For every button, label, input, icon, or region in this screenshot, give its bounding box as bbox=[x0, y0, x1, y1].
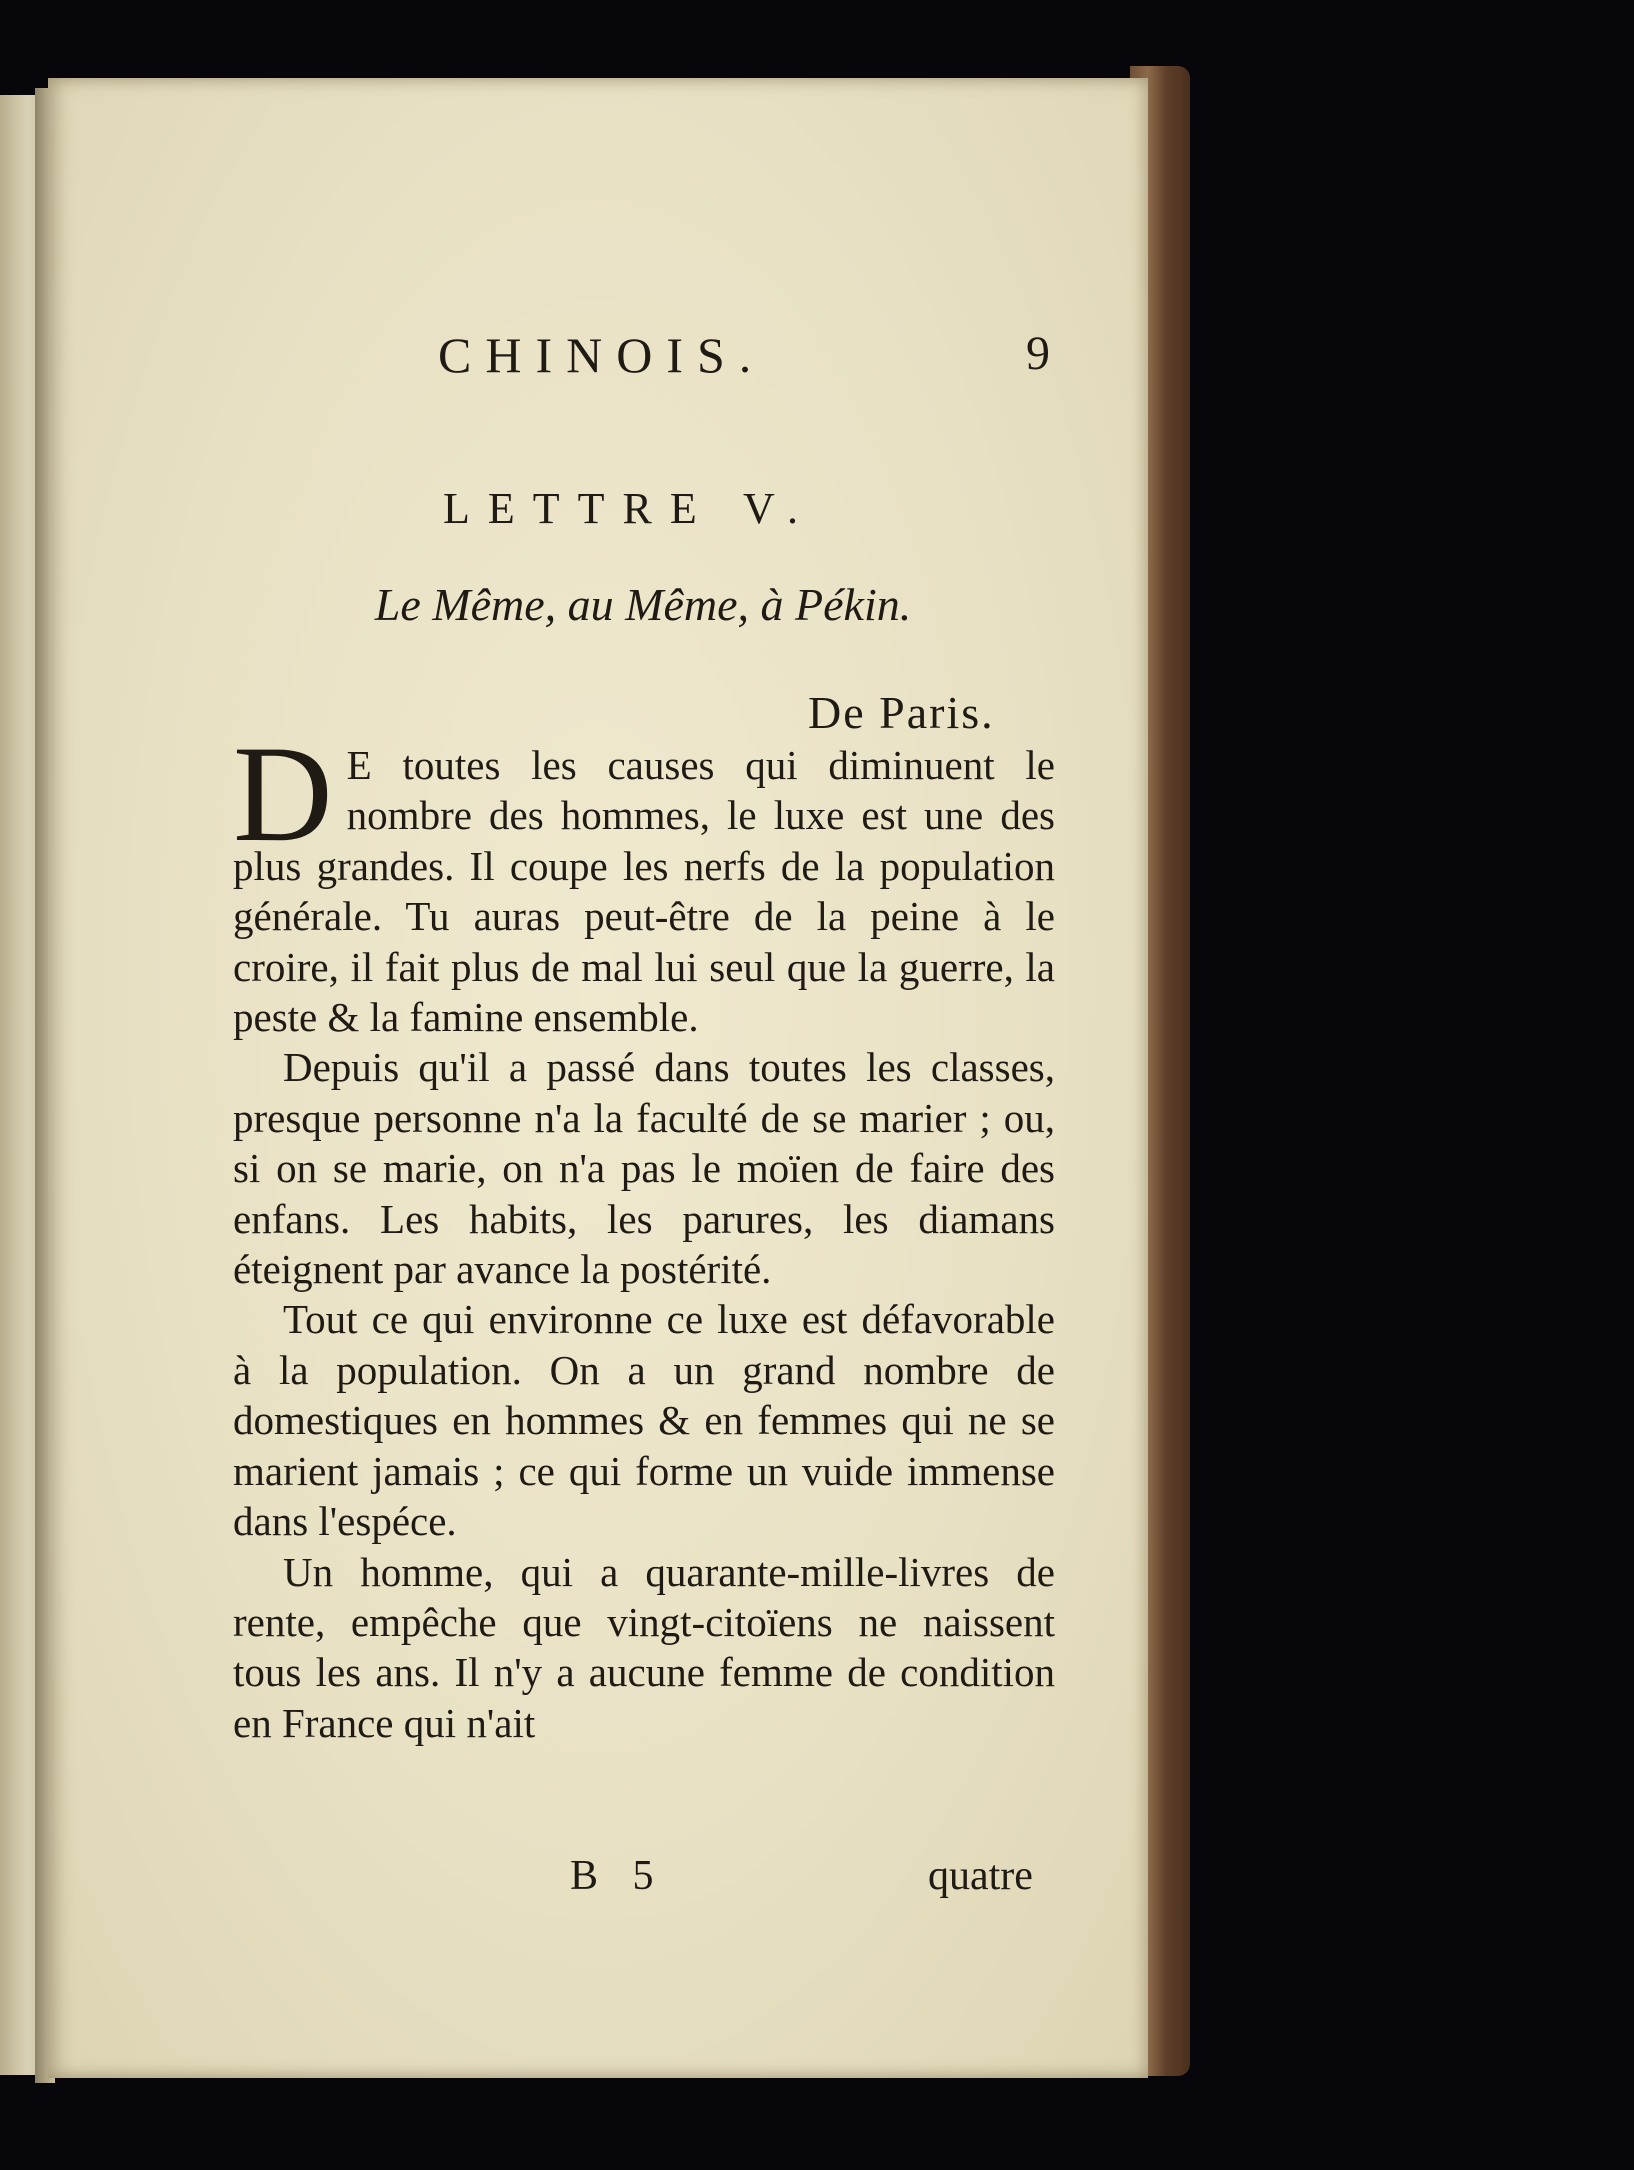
paragraph-1-text: E toutes les causes qui diminuent le nombre des hommes, le luxe est une des plus grandes. Il coupe les nerfs de la population générale. Tu auras peut-être de la peine à le croire, il fait plus de mal lui seul que la guerre, la peste & la famine ensemble. bbox=[233, 742, 1055, 1041]
catchword: quatre bbox=[928, 1853, 1033, 1899]
signature-mark: B 5 bbox=[570, 1853, 666, 1899]
drop-cap: D bbox=[233, 717, 333, 870]
letter-subtitle: Le Même, au Même, à Pékin. bbox=[374, 579, 912, 630]
letter-body bbox=[233, 717, 1055, 1748]
page-number: 9 bbox=[1026, 327, 1050, 380]
paragraph-4: Un homme, qui a quarante-mille-livres de rente, empêche que vingt-citoïens ne naissent tous les ans. Il n'y a aucune femme de condition en France qui n'ait bbox=[233, 1548, 1055, 1746]
letter-title: LETTRE V. bbox=[443, 484, 817, 533]
paragraph-1 bbox=[233, 717, 1055, 1042]
paragraph-3: Tout ce qui environne ce luxe est défavorable à la population. On a un grand nombre de domestiques en hommes & en femmes qui ne se marient jamais ; ce qui forme un vuide immense dans l'espéce. bbox=[233, 1296, 1055, 1545]
letter-place: De Paris. bbox=[808, 687, 995, 738]
paragraph-2: Depuis qu'il a passé dans toutes les classes, presque personne n'a la faculté de se marier ; ou, si on se marie, on n'a pas le moïen de faire des enfans. Les habits, les parures, les diamans éteignent par avance la postérité. bbox=[233, 1044, 1055, 1293]
book-page bbox=[48, 78, 1148, 2078]
running-head: CHINOIS. bbox=[438, 327, 766, 383]
